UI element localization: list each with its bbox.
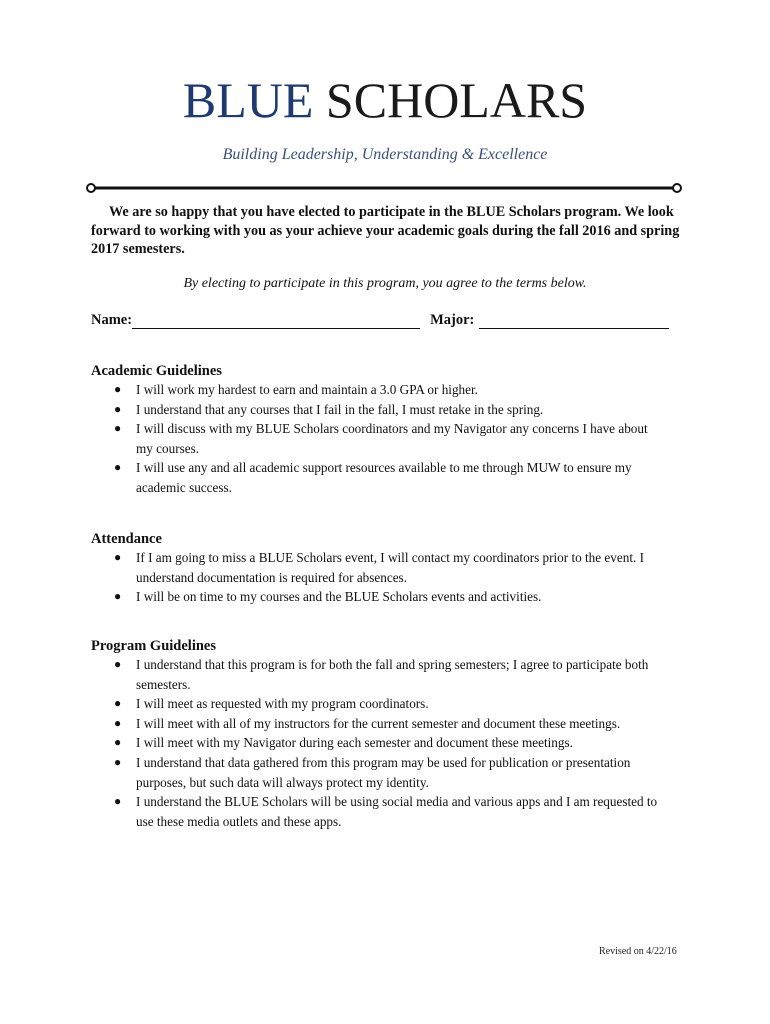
section-program-guidelines — [91, 637, 681, 831]
list-item-text: I will discuss with my BLUE Scholars coordinators and my Navigator any concerns I have about my courses. — [136, 421, 648, 456]
tagline: Building Leadership, Understanding & Excellence — [222, 146, 548, 163]
list-item-text: I will meet as requested with my program coordinators. — [136, 696, 429, 712]
title-blue-word: BLUE — [182, 72, 314, 128]
bullet-icon: ● — [114, 657, 122, 671]
bullet-icon: ● — [114, 735, 122, 750]
list-item-text: I understand that data gathered from this program may be used for publication or presentation purposes, but such data will always protect my identity. — [136, 754, 631, 790]
list-item-text: I understand that this program is for both the fall and spring semesters; I agree to participate both semesters. — [136, 657, 649, 692]
list-item — [91, 548, 666, 587]
bullet-icon: ● — [114, 696, 122, 711]
bullet-icon: ● — [114, 382, 122, 396]
section-academic-guidelines — [91, 362, 681, 498]
list-item — [91, 733, 666, 753]
list-item — [91, 694, 666, 714]
list-item-text: I will use any and all academic support resources available to me through MUW to ensure my academic success. — [136, 460, 632, 495]
list-item-text: I will work my hardest to earn and maintain a 3.0 GPA or higher. — [136, 382, 478, 397]
list-item — [91, 753, 666, 792]
list-item-text: I understand that any courses that I fail in the fall, I must retake in the spring. — [136, 401, 544, 417]
bullet-icon: ● — [114, 550, 122, 564]
bullet-icon: ● — [114, 754, 122, 769]
list-item-text: I will meet with all of my instructors for the current semester and document these meetings. — [136, 715, 621, 731]
list-item — [91, 655, 666, 694]
section-heading: Academic Guidelines — [91, 363, 222, 379]
list-item — [91, 792, 666, 831]
guideline-list — [91, 380, 681, 498]
name-label: Name: — [91, 312, 133, 328]
intro-text: We are so happy that you have elected to participate in the BLUE Scholars program. We look forward to working with you as your achieve your academic goals during the fall 2016 and spring 2017 semesters. — [91, 204, 680, 257]
major-field[interactable] — [479, 314, 669, 329]
bullet-icon: ● — [114, 401, 122, 416]
major-label: Major: — [430, 312, 475, 328]
decorative-divider — [84, 179, 684, 197]
section-heading: Attendance — [91, 531, 162, 547]
bullet-icon: ● — [114, 589, 122, 604]
list-item — [91, 587, 666, 607]
list-item-text: I will be on time to my courses and the BLUE Scholars events and activities. — [136, 589, 542, 605]
list-item-text: If I am going to miss a BLUE Scholars event, I will contact my coordinators prior to the event. I understand documentation is required for absences. — [136, 550, 644, 585]
list-item — [91, 419, 666, 458]
guideline-list — [91, 655, 681, 831]
name-major-row — [91, 312, 681, 329]
name-field[interactable] — [132, 314, 420, 329]
section-attendance — [91, 530, 681, 607]
list-item — [91, 400, 666, 420]
guideline-list — [91, 548, 681, 607]
list-item-text: I will meet with my Navigator during each semester and document these meetings. — [136, 735, 573, 751]
intro-paragraph — [91, 203, 691, 259]
list-item-text: I understand the BLUE Scholars will be using social media and various apps and I am requested to use these media outlets and these apps. — [136, 794, 658, 829]
page-title — [0, 70, 770, 130]
bullet-icon: ● — [114, 421, 122, 436]
agreement-statement: By electing to participate in this program, you agree to the terms below. — [183, 276, 587, 291]
list-item — [91, 714, 666, 734]
list-item — [91, 458, 666, 497]
bullet-icon: ● — [114, 794, 122, 809]
title-scholars-word: SCHOLARS — [325, 72, 588, 128]
list-item — [91, 380, 666, 400]
revision-date: Revised on 4/22/16 — [599, 946, 677, 957]
bullet-icon: ● — [114, 460, 122, 475]
section-heading: Program Guidelines — [91, 638, 216, 654]
bullet-icon: ● — [114, 715, 122, 730]
